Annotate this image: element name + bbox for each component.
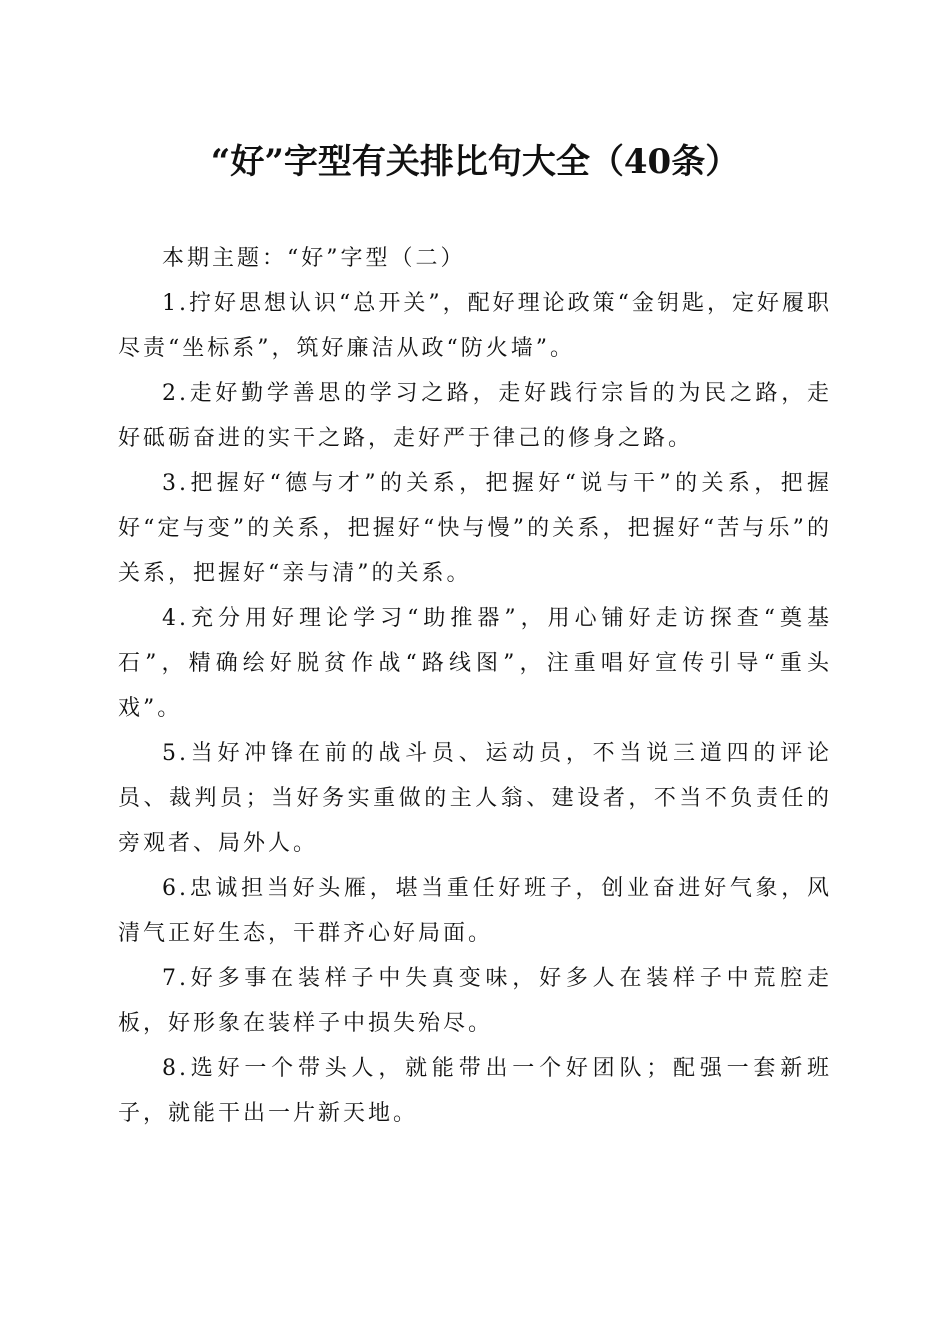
list-item: 7.好多事在装样子中失真变味，好多人在装样子中荒腔走板，好形象在装样子中损失殆尽。 bbox=[118, 966, 832, 1036]
list-item: 2.走好勤学善思的学习之路，走好践行宗旨的为民之路，走好砥砺奋进的实干之路，走好严于律己的修身之路。 bbox=[118, 381, 832, 451]
list-item: 6.忠诚担当好头雁，堪当重任好班子，创业奋进好气象，风清气正好生态，干群齐心好局面。 bbox=[118, 876, 832, 946]
document-body bbox=[118, 236, 832, 1136]
list-item: 4.充分用好理论学习“助推器”，用心铺好走访探查“奠基石”，精确绘好脱贫作战“路线图”，注重唱好宣传引导“重头戏”。 bbox=[118, 606, 832, 721]
subtitle-paragraph: 本期主题：“好”字型（二） bbox=[162, 246, 466, 271]
list-item: 3.把握好“德与才”的关系，把握好“说与干”的关系，把握好“定与变”的关系，把握好“快与慢”的关系，把握好“苦与乐”的关系，把握好“亲与清”的关系。 bbox=[118, 471, 832, 586]
list-item: 5.当好冲锋在前的战斗员、运动员，不当说三道四的评论员、裁判员；当好务实重做的主人翁、建设者，不当不负责任的旁观者、局外人。 bbox=[118, 741, 832, 856]
document-title: “好”字型有关排比句大全（40条） bbox=[210, 142, 740, 182]
list-item: 8.选好一个带头人，就能带出一个好团队；配强一套新班子，就能干出一片新天地。 bbox=[118, 1056, 832, 1126]
list-item: 1.拧好思想认识“总开关”，配好理论政策“金钥匙，定好履职尽责“坐标系”，筑好廉洁从政“防火墙”。 bbox=[118, 291, 832, 361]
